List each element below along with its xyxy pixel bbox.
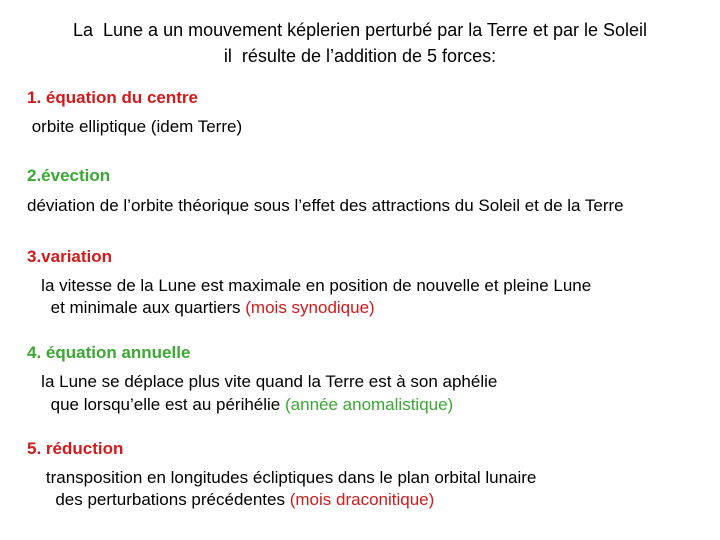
section-2-text: déviation de l’orbite théorique sous l’effet des attractions du Soleil et de la Terre [27,196,624,215]
section-5-heading: 5. réduction [27,439,124,458]
title-line-1: La Lune a un mouvement képlerien perturbé par la Terre et par le Soleil [72,20,647,40]
section-4-text-line-1: la Lune se déplace plus vite quand la Terre est à son aphélie [27,372,498,391]
section-4-highlight: (année anomalistique) [285,395,454,414]
section-4-heading: 4. équation annuelle [27,343,191,362]
section-1-text: orbite elliptique (idem Terre) [27,117,243,136]
section-2-heading: 2.évection [27,166,111,185]
section-3-heading: 3.variation [27,247,113,266]
section-1-heading: 1. équation du centre [27,88,198,107]
section-5-text-line-1: transposition en longitudes écliptiques dans le plan orbital lunaire [27,468,537,487]
section-3-text-line-2 [27,298,375,318]
title-line-2: il résulte de l’addition de 5 forces: [223,46,497,66]
section-3-text-line-2-main: et minimale aux quartiers [27,298,246,317]
section-5-text-line-2 [27,490,434,510]
section-4-text-line-2-main: que lorsqu’elle est au périhélie [27,395,285,414]
section-3-highlight: (mois synodique) [245,298,375,317]
section-4-text-line-2 [27,395,453,415]
section-5-text-line-2-main: des perturbations précédentes [27,490,290,509]
section-5-highlight: (mois draconitique) [289,490,435,509]
section-3-text-line-1: la vitesse de la Lune est maximale en position de nouvelle et pleine Lune [27,276,592,295]
